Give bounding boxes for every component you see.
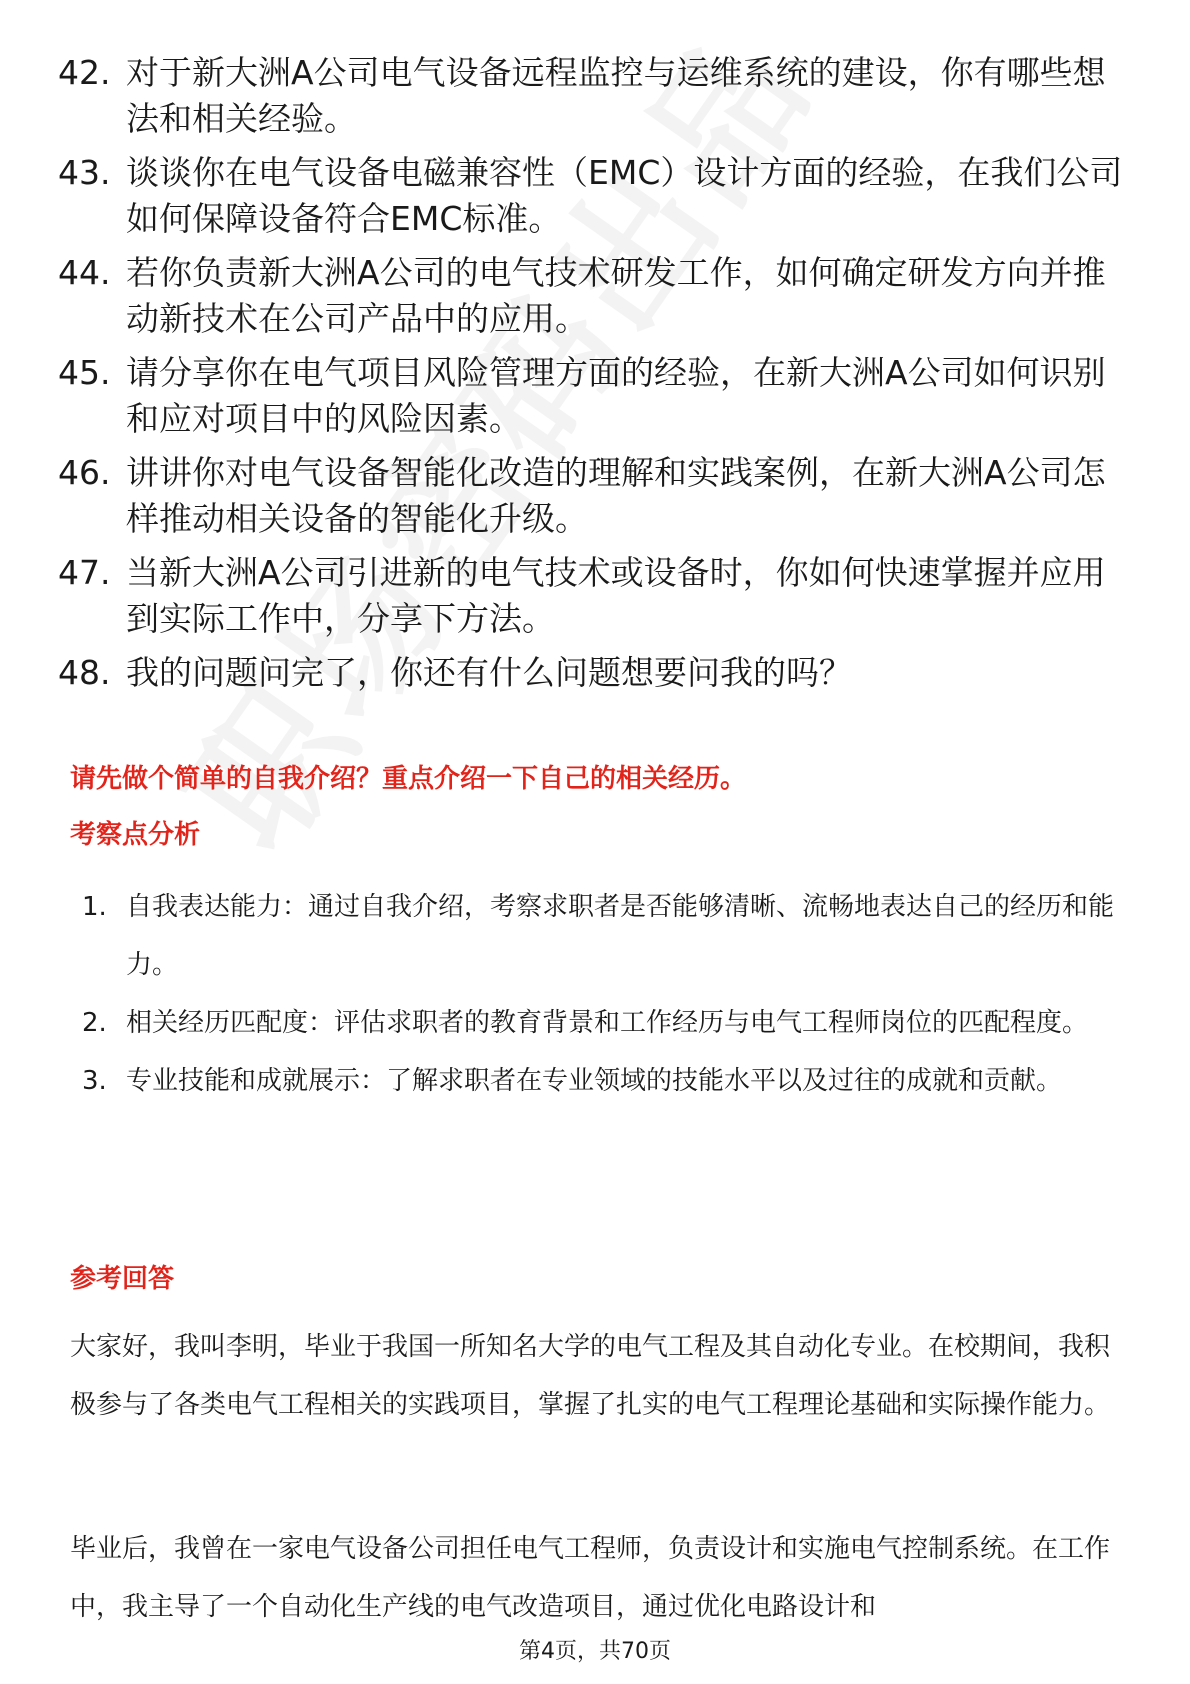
answer-paragraph: 毕业后，我曾在一家电气设备公司担任电气工程师，负责设计和实施电气控制系统。在工作中，我主导了一个自动化生产线的电气改造项目，通过优化电路设计和 bbox=[70, 1534, 1111, 1622]
answer-heading: 参考回答 bbox=[70, 1264, 175, 1294]
analysis-point bbox=[82, 994, 1122, 1052]
question-list bbox=[58, 50, 1138, 704]
question-number: 48. bbox=[58, 653, 111, 692]
page-footer: 第4页，共70页 bbox=[519, 1639, 671, 1664]
question-number: 42. bbox=[58, 53, 111, 92]
question-text: 若你负责新大洲A公司的电气技术研发工作，如何确定研发方向并推动新技术在公司产品中的应用。 bbox=[126, 253, 1106, 338]
question-text: 我的问题问完了，你还有什么问题想要问我的吗？ bbox=[126, 653, 852, 692]
analysis-point bbox=[82, 1052, 1122, 1110]
question-text: 当新大洲A公司引进新的电气技术或设备时，你如何快速掌握并应用到实际工作中，分享下方法。 bbox=[126, 553, 1106, 638]
analysis-list bbox=[82, 878, 1122, 1110]
question-item bbox=[58, 250, 1138, 342]
analysis-point-number: 2. bbox=[82, 1008, 107, 1038]
analysis-point-number: 1. bbox=[82, 892, 107, 922]
question-number: 45. bbox=[58, 353, 111, 392]
question-item bbox=[58, 650, 1138, 696]
analysis-point-number: 3. bbox=[82, 1066, 107, 1096]
question-number: 47. bbox=[58, 553, 111, 592]
question-item bbox=[58, 350, 1138, 442]
question-text: 对于新大洲A公司电气设备远程监控与运维系统的建设，你有哪些想法和相关经验。 bbox=[126, 53, 1106, 138]
analysis-point-text: 专业技能和成就展示：了解求职者在专业领域的技能水平以及过往的成就和贡献。 bbox=[126, 1066, 1063, 1096]
analysis-point-text: 相关经历匹配度：评估求职者的教育背景和工作经历与电气工程师岗位的匹配程度。 bbox=[126, 1008, 1089, 1038]
question-text: 讲讲你对电气设备智能化改造的理解和实践案例，在新大洲A公司怎样推动相关设备的智能化升级。 bbox=[126, 453, 1106, 538]
question-item bbox=[58, 450, 1138, 542]
question-item bbox=[58, 150, 1138, 242]
intro-question: 请先做个简单的自我介绍？重点介绍一下自己的相关经历。 bbox=[70, 764, 747, 794]
analysis-heading: 考察点分析 bbox=[70, 820, 201, 850]
question-number: 44. bbox=[58, 253, 111, 292]
analysis-point bbox=[82, 878, 1122, 994]
analysis-point-text: 自我表达能力：通过自我介绍，考察求职者是否能够清晰、流畅地表达自己的经历和能力。 bbox=[126, 892, 1115, 980]
answer-paragraph: 大家好，我叫李明，毕业于我国一所知名大学的电气工程及其自动化专业。在校期间，我积极参与了各类电气工程相关的实践项目，掌握了扎实的电气工程理论基础和实际操作能力。 bbox=[70, 1332, 1111, 1420]
question-number: 46. bbox=[58, 453, 111, 492]
question-text: 谈谈你在电气设备电磁兼容性（EMC）设计方面的经验，在我们公司如何保障设备符合EMC标准。 bbox=[126, 153, 1123, 238]
question-item bbox=[58, 50, 1138, 142]
question-item bbox=[58, 550, 1138, 642]
question-number: 43. bbox=[58, 153, 111, 192]
question-text: 请分享你在电气项目风险管理方面的经验，在新大洲A公司如何识别和应对项目中的风险因素。 bbox=[126, 353, 1106, 438]
